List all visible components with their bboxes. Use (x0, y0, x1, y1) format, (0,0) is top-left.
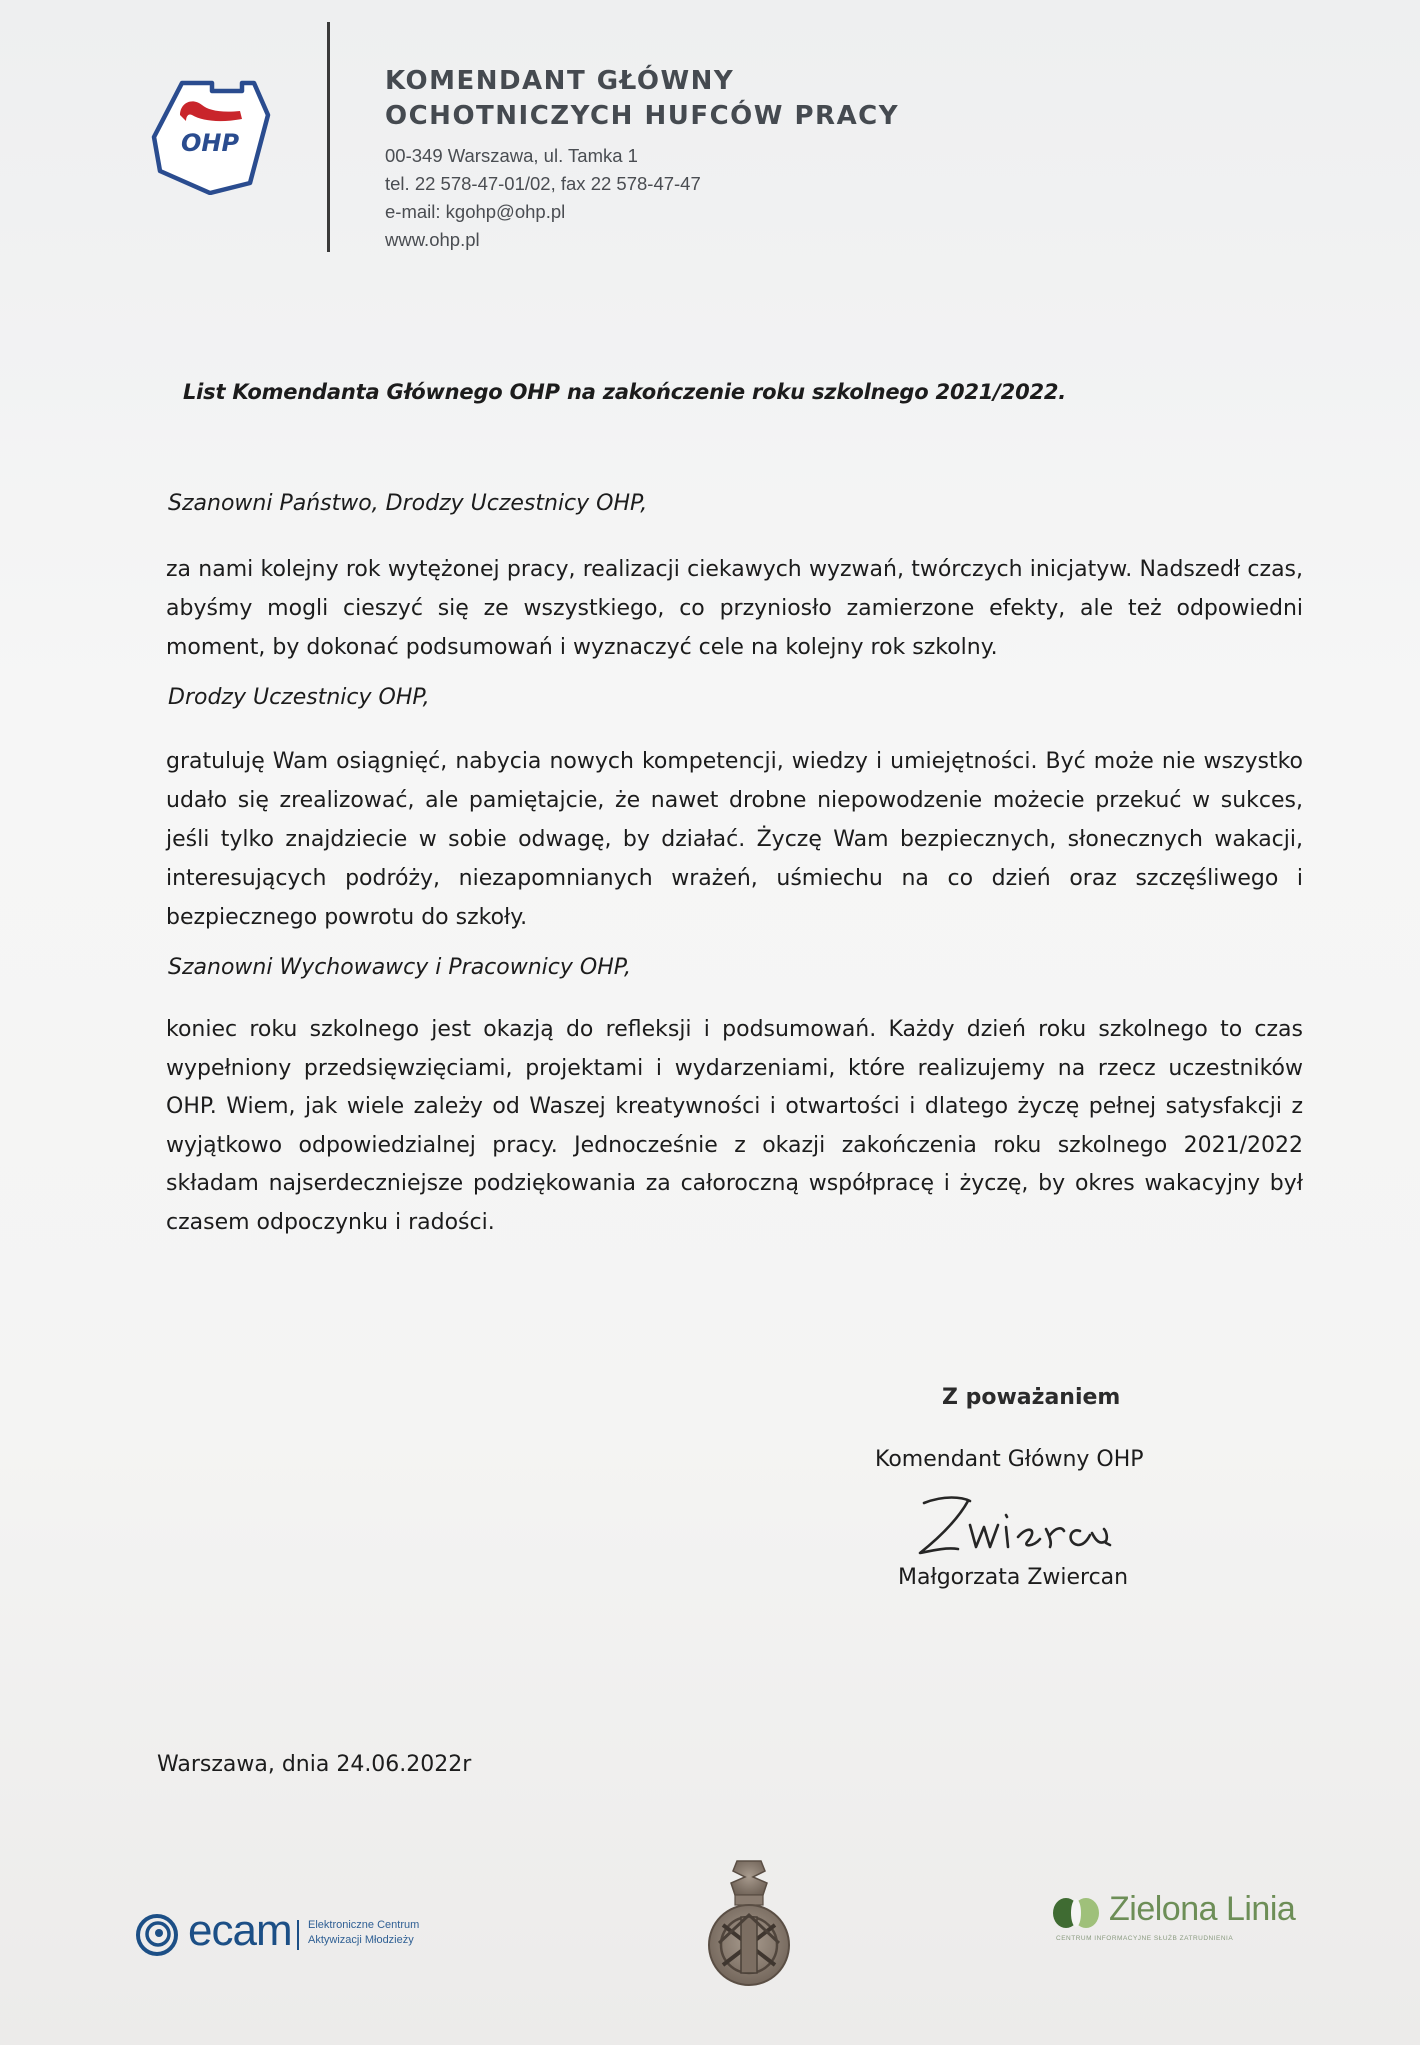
zielona-linia-mark-icon (1052, 1896, 1100, 1930)
email: e-mail: kgohp@ohp.pl (385, 201, 566, 222)
org-name-line1: KOMENDANT GŁÓWNY (385, 66, 735, 96)
address: 00-349 Warszawa, ul. Tamka 1 (385, 145, 638, 166)
greeting-1: Szanowni Państwo, Drodzy Uczestnicy OHP, (168, 491, 648, 516)
letter-title: List Komendanta Głównego OHP na zakończenie roku szkolnego 2021/2022. (183, 380, 1067, 404)
ecam-logo (133, 1906, 473, 1960)
handwritten-signature (910, 1485, 1120, 1565)
ecam-subtitle (308, 1918, 419, 1948)
phone: tel. 22 578-47-01/02, fax 22 578-47-47 (385, 173, 701, 194)
greeting-3: Szanowni Wychowawcy i Pracownicy OHP, (168, 955, 631, 980)
signatory-role: Komendant Główny OHP (875, 1447, 1144, 1472)
signatory-name: Małgorzata Zwiercan (898, 1565, 1129, 1590)
logo-text: OHP (180, 129, 240, 157)
ecam-separator (297, 1920, 299, 1950)
zielona-linia-subtitle: CENTRUM INFORMACYJNE SŁUŻB ZATRUDNIENIA (1056, 1935, 1234, 1942)
ecam-wordmark: ecam (188, 1906, 292, 1955)
header-divider (327, 22, 330, 252)
zielona-linia-wordmark: Zielona Linia (1109, 1890, 1296, 1928)
zielona-linia-logo (1052, 1890, 1296, 1950)
org-name-line2: OCHOTNICZYCH HUFCÓW PRACY (385, 101, 900, 131)
closing-regards: Z poważaniem (942, 1385, 1121, 1410)
contact-block (385, 142, 701, 254)
ecam-subtitle-line2: Aktywizacji Młodzieży (308, 1934, 414, 1946)
greeting-2: Drodzy Uczestnicy OHP, (168, 685, 430, 710)
ohp-logo (150, 75, 275, 195)
ecam-subtitle-line1: Elektroniczne Centrum (308, 1919, 420, 1931)
paragraph-3: koniec roku szkolnego jest okazją do refleksji i podsumowań. Każdy dzień roku szkolnego to czas wypełniony przedsięwzięciami, projektami i wydarzeniami, które realizujemy na rzecz uczestników OHP. Wiem, jak wiele zależy od Waszej kreatywności i otwartości i dlatego życzę pełnej satysfakcji z wyjątkowo odpowiedzialnej pracy. Jednocześnie z okazji zakończenia roku szkolnego 2021/2022 składam najserdeczniejsze podziękowania za całoroczną współpracę i życzę, by okres wakacyjny był czasem odpoczynku i radości. (166, 1017, 1303, 1235)
paragraph-2: gratuluję Wam osiągnięć, nabycia nowych kompetencji, wiedzy i umiejętności. Być może nie wszystko udało się zrealizować, ale pamiętajcie, że nawet drobne niepowodzenie możecie przekuć w sukces, jeśli tylko znajdziecie w sobie odwagę, by działać. Życzę Wam bezpiecznych, słonecznych wakacji, interesujących podróży, niezapomnianych wrażeń, uśmiechu na co dzień oraz szczęśliwego i bezpiecznego powrotu do szkoły. (166, 749, 1303, 930)
place-and-date: Warszawa, dnia 24.06.2022r (157, 1752, 472, 1777)
paragraph-1: za nami kolejny rok wytężonej pracy, realizacji ciekawych wyzwań, twórczych inicjatyw. Nadszedł czas, abyśmy mogli cieszyć się ze wszystkiego, co przyniosło zamierzone efekty, ale też odpowiedni moment, by dokonać podsumowań i wyznaczyć cele na kolejny rok szkolny. (166, 557, 1303, 660)
org-name (385, 64, 899, 134)
ohp-emblem-icon (693, 1855, 805, 1993)
website: www.ohp.pl (385, 229, 480, 250)
ecam-swirl-icon (133, 1912, 181, 1958)
